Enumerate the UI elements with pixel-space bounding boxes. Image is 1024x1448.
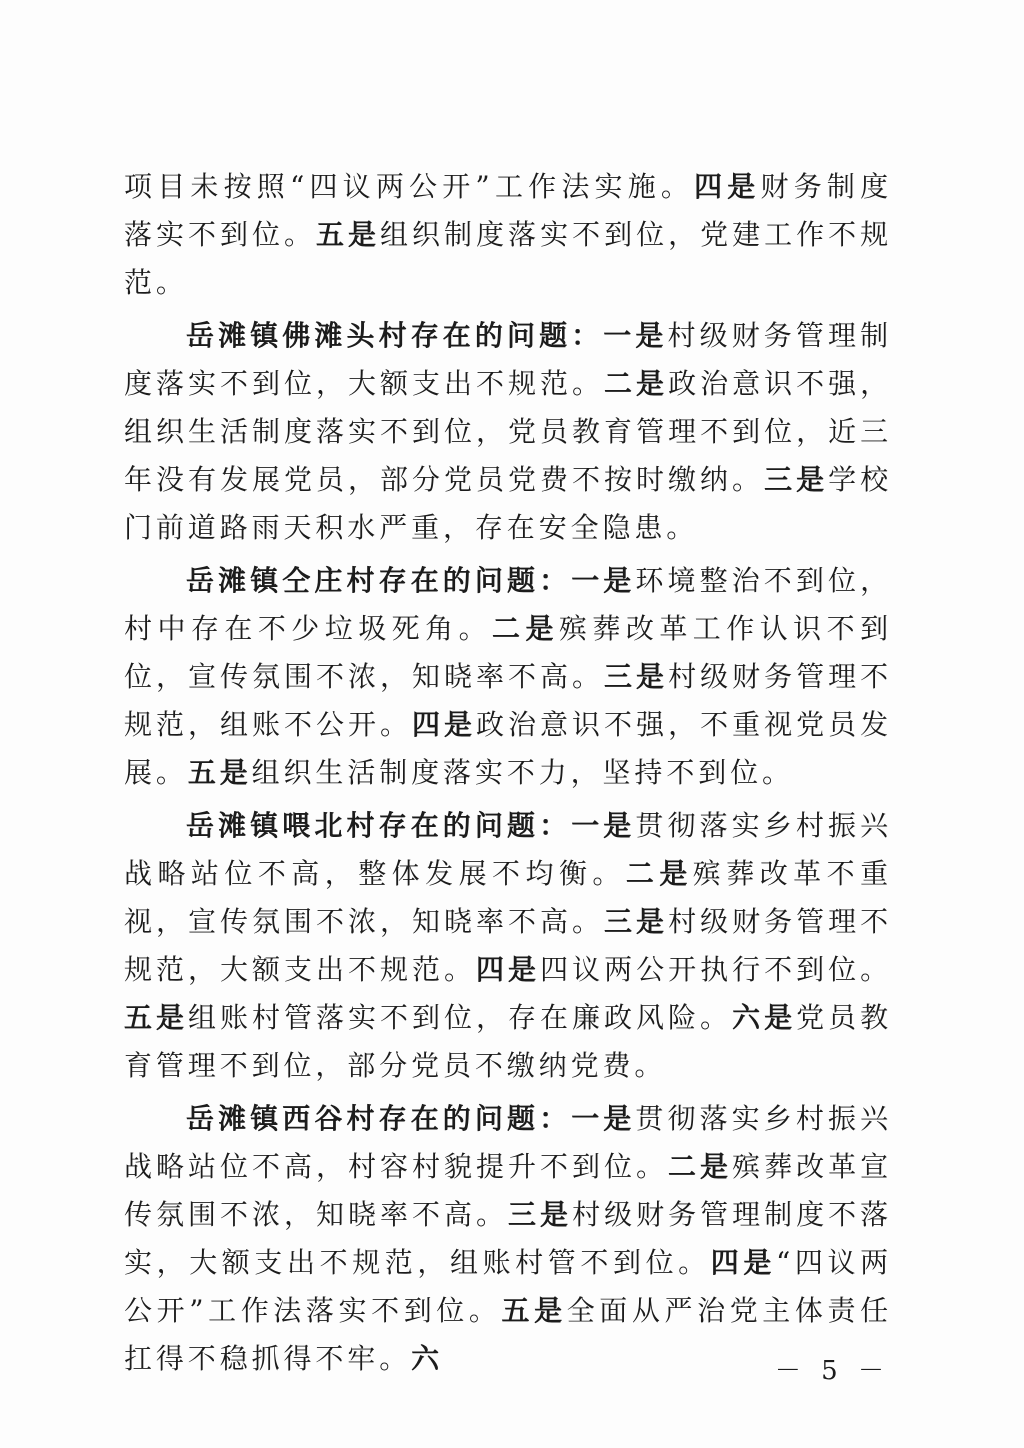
text-segment: 村级财务管理制度落实不到位，大额支出不规范。 [124,319,892,400]
text-segment: 组账村管落实不到位，存在廉政风险。 [188,1001,733,1034]
bold-text-segment: 一是 [571,564,636,597]
text-segment: 村级财务管理制度不落实，大额支出不规范，组账村管不到位。 [124,1198,892,1279]
text-segment: 四议两公开执行不到位。 [540,953,892,986]
text-segment: 项目未按照“四议两公开”工作法实施。 [124,170,695,203]
text-segment: 殡葬改革工作认识不到位，宣传氛围不浓，知晓率不高。 [124,612,892,693]
text-segment: 党员教育管理不到位，部分党员不缴纳党费。 [124,1001,892,1082]
bold-text-segment: 五是 [187,756,252,789]
paragraph [124,312,892,552]
text-segment: 政治意识不强，不重视党员发展。 [124,708,892,789]
bold-text-segment: 六是 [732,1001,797,1034]
bold-text-segment: 一是 [571,809,636,842]
bold-text-segment: 五是 [316,218,381,251]
bold-text-segment: 三是 [508,1198,573,1231]
bold-text-segment: 四是 [476,953,541,986]
bold-text-segment: 四是 [710,1246,776,1279]
text-segment: 贯彻落实乡村振兴战略站位不高，村容村貌提升不到位。 [124,1102,892,1183]
text-segment: 财务制度落实不到位。 [124,170,892,251]
paragraph [124,802,892,1090]
text-segment: 殡葬改革不重视，宣传氛围不浓，知晓率不高。 [124,857,892,938]
bold-text-segment: 五是 [501,1294,567,1327]
bold-text-segment: 三是 [604,905,669,938]
text-segment: 政治意识不强，组织生活制度落实不到位，党员教育管理不到位，近三年没有发展党员，部分党员党费不按时缴纳。 [124,367,892,496]
text-segment: 村级财务管理不规范，组账不公开。 [124,660,892,741]
paragraph [124,557,892,797]
bold-text-segment: 五是 [124,1001,189,1034]
text-segment: 殡葬改革宣传氛围不浓，知晓率不高。 [124,1150,892,1231]
bold-text-segment: 六 [411,1342,444,1375]
paragraph [124,163,892,307]
bold-text-segment: 一是 [603,319,668,352]
bold-text-segment: 岳滩镇佛滩头村存在的问题： [186,319,604,352]
page-number: － 5 － [774,1356,890,1386]
body-text [124,163,892,1383]
bold-text-segment: 二是 [625,857,693,890]
bold-text-segment: 三是 [604,660,669,693]
text-segment: 村级财务管理不规范，大额支出不规范。 [124,905,892,986]
text-segment: 组织制度落实不到位，党建工作不规范。 [124,218,892,299]
text-segment: “四议两公开”工作法落实不到位。 [124,1246,892,1327]
bold-text-segment: 一是 [571,1102,636,1135]
paragraph [124,1095,892,1383]
text-segment: 组织生活制度落实不力，坚持不到位。 [251,756,794,789]
bold-text-segment: 四是 [694,170,761,203]
bold-text-segment: 岳滩镇西谷村存在的问题： [186,1102,572,1135]
bold-text-segment: 二是 [492,612,559,645]
text-segment: 全面从严治党主体责任扛得不稳抓得不牢。 [124,1294,892,1375]
bold-text-segment: 岳滩镇仝庄村存在的问题： [186,564,572,597]
bold-text-segment: 二是 [604,367,669,400]
text-segment: 学校门前道路雨天积水严重，存在安全隐患。 [124,463,892,544]
text-segment: 贯彻落实乡村振兴战略站位不高，整体发展不均衡。 [124,809,892,890]
bold-text-segment: 四是 [412,708,477,741]
bold-text-segment: 二是 [668,1150,733,1183]
bold-text-segment: 岳滩镇喂北村存在的问题： [186,809,572,842]
bold-text-segment: 三是 [764,463,829,496]
text-segment: 环境整治不到位，村中存在不少垃圾死角。 [124,564,892,645]
